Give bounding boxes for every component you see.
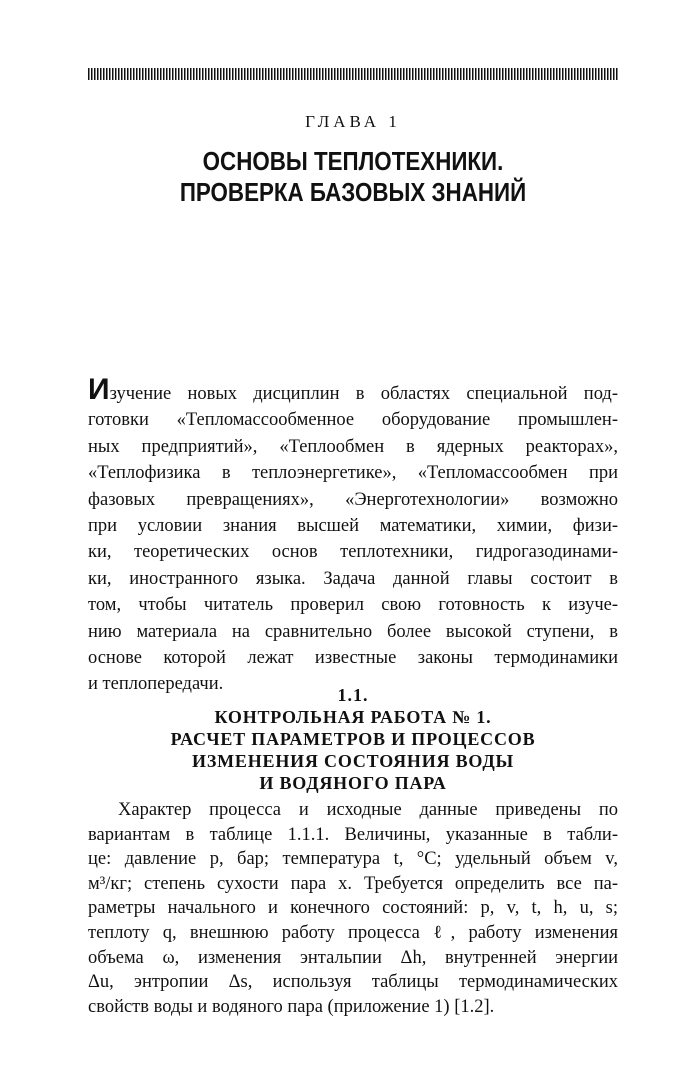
section-title-line: КОНТРОЛЬНАЯ РАБОТА № 1. xyxy=(214,707,492,727)
decorative-top-rule xyxy=(88,68,618,80)
body-paragraph xyxy=(88,798,618,1019)
body-line: теплоту q, внешнюю работу процесса ℓ, работу изменения xyxy=(88,922,618,943)
section-title-line: РАСЧЕТ ПАРАМЕТРОВ И ПРОЦЕССОВ xyxy=(170,729,536,749)
section-title-line: И ВОДЯНОГО ПАРА xyxy=(259,773,447,793)
intro-line-text: зучение новых дисциплин в областях специальной под- xyxy=(109,384,618,404)
chapter-title xyxy=(125,146,581,208)
intro-line: и теплопередачи. xyxy=(88,674,224,695)
body-line: Δu, энтропии Δs, используя таблицы термодинамических xyxy=(88,972,618,993)
intro-line: ки, иностранного языка. Задача данной главы состоит в xyxy=(88,568,618,589)
intro-line: том, чтобы читатель проверил свою готовность к изуче- xyxy=(88,595,618,616)
section-number: 1.1. xyxy=(337,685,369,705)
chapter-title-line: ПРОВЕРКА БАЗОВЫХ ЗНАНИЙ xyxy=(179,177,527,207)
body-line: це: давление p, бар; температура t, °С; удельный объем v, xyxy=(88,849,618,870)
body-line: м³/кг; степень сухости пара x. Требуется определить все па- xyxy=(88,873,618,894)
intro-line: при условии знания высшей математики, химии, физи- xyxy=(88,516,618,537)
body-line: вариантам в таблице 1.1.1. Величины, указанные в табли- xyxy=(88,824,618,845)
intro-line: фазовых превращениях», «Энерготехнологии» возможно xyxy=(88,489,618,510)
intro-line: ных предприятий», «Теплообмен в ядерных реакторах», xyxy=(88,436,618,457)
chapter-label: ГЛАВА 1 xyxy=(305,112,401,131)
body-line: свойств воды и водяного пара (приложение 1) [1.2]. xyxy=(88,996,495,1017)
intro-line: «Теплофизика в теплоэнергетике», «Тепломассообмен при xyxy=(88,463,618,484)
body-line: объема ω, изменения энтальпии Δh, внутренней энергии xyxy=(88,947,618,968)
section-heading xyxy=(88,684,618,794)
dropcap-letter: И xyxy=(88,373,110,406)
intro-line: нию материала на сравнительно более высокой ступени, в xyxy=(88,621,618,642)
section-title-line: ИЗМЕНЕНИЯ СОСТОЯНИЯ ВОДЫ xyxy=(192,751,514,771)
body-line: Характер процесса и исходные данные приведены по xyxy=(118,800,618,820)
chapter-title-line: ОСНОВЫ ТЕПЛОТЕХНИКИ. xyxy=(202,146,504,176)
intro-line xyxy=(88,373,618,407)
intro-line: готовки «Тепломассообменное оборудование промышлен- xyxy=(88,410,618,431)
body-line: раметры начального и конечного состояний: p, v, t, h, u, s; xyxy=(88,898,618,919)
intro-line: основе которой лежат известные законы термодинамики xyxy=(88,648,618,669)
intro-paragraph xyxy=(88,373,618,698)
book-page xyxy=(88,0,618,1080)
intro-line: ки, теоретических основ теплотехники, гидрогазодинами- xyxy=(88,542,618,563)
